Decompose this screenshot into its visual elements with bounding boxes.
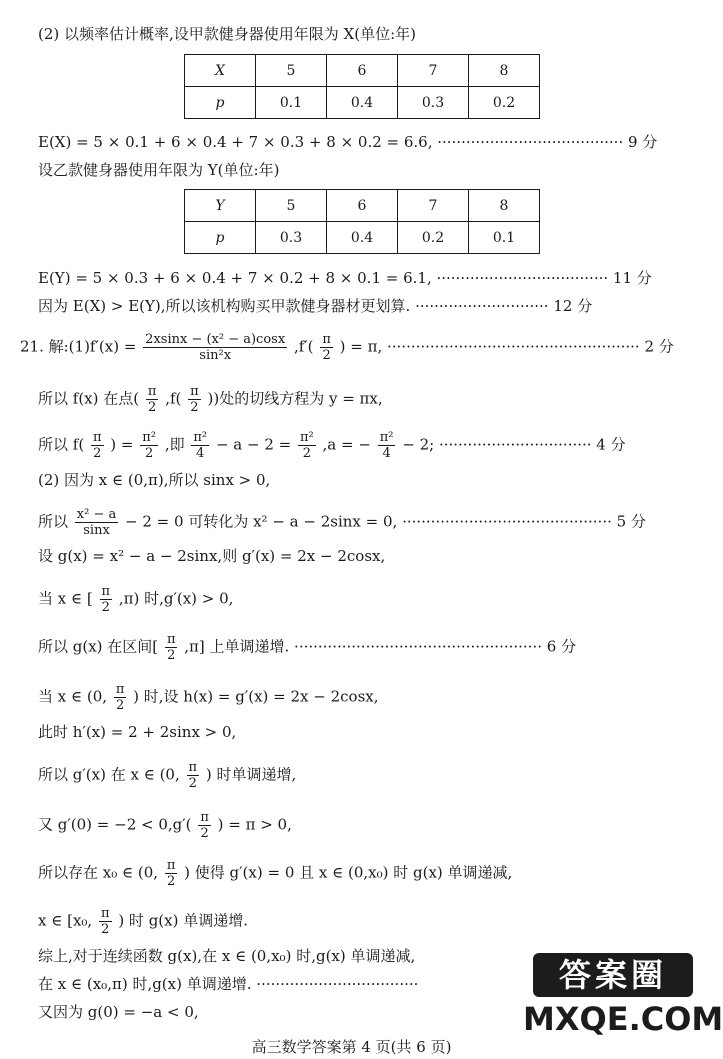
fraction-numerator: π	[166, 858, 176, 873]
line-tangent	[38, 384, 383, 415]
fraction-denominator: 2	[148, 400, 157, 415]
fraction-numerator: π²	[142, 430, 157, 445]
fraction-denominator: 4	[382, 446, 391, 461]
text-segment: ) 使得 g′(x) = 0 且 x ∈ (0,x₀) 时 g(x) 单调递减,	[184, 863, 513, 882]
watermark-url: MXQE.COM	[523, 1000, 723, 1038]
table-cell: 8	[469, 190, 540, 222]
text-segment: ,π] 上单调递增. ···················································· 6 分	[184, 637, 577, 656]
fraction-numerator: π	[101, 584, 111, 599]
table-cell: X	[185, 55, 256, 87]
line-define-h	[38, 682, 379, 713]
fraction	[143, 332, 287, 363]
table-cell: 0.2	[469, 87, 540, 119]
fraction-denominator: 2	[302, 446, 311, 461]
distribution-table-y	[184, 189, 540, 254]
line-g-prime-increasing	[38, 760, 296, 791]
fraction-denominator: sin²x	[199, 348, 232, 363]
line-x0-increasing	[38, 906, 248, 937]
table-cell: 0.3	[256, 222, 327, 254]
line-q21-derivative	[20, 332, 674, 363]
table-cell: p	[185, 87, 256, 119]
line-g-increasing	[38, 632, 576, 663]
fraction-numerator: π	[322, 332, 331, 347]
text-segment: 21. 解:(1)f′(x) =	[20, 337, 137, 356]
fraction-numerator: π	[92, 430, 102, 445]
text-segment: ) 时 g(x) 单调递增.	[118, 911, 249, 930]
watermark-title: 答案圈	[533, 953, 693, 997]
text-segment: − 2 = 0 可转化为 x² − a − 2sinx = 0, ············································ 5 分	[125, 512, 646, 531]
table-cell: p	[185, 222, 256, 254]
table-cell: 0.2	[398, 222, 469, 254]
fraction-numerator: 2xsinx − (x² − a)cosx	[145, 332, 286, 347]
line-define-g: 设 g(x) = x² − a − 2sinx,则 g′(x) = 2x − 2cosx,	[38, 547, 386, 565]
line-h-prime: 此时 h′(x) = 2 + 2sinx > 0,	[38, 723, 237, 741]
line-summary: 综上,对于连续函数 g(x),在 x ∈ (0,x₀) 时,g(x) 单调递减,	[38, 947, 416, 965]
text-segment: ) = π > 0,	[217, 815, 292, 834]
fraction-denominator: sinx	[83, 523, 110, 538]
text-segment: 所以存在 x₀ ∈ (0,	[38, 863, 159, 882]
fraction	[165, 858, 178, 889]
table-cell: 0.3	[398, 87, 469, 119]
text-segment: ) =	[110, 435, 134, 454]
text-segment: − 2; ································ 4 分	[402, 435, 626, 454]
fraction-numerator: π²	[193, 430, 208, 445]
text-segment: ,π) 时,g′(x) > 0,	[118, 589, 234, 608]
line-part2-intro: (2) 以频率估计概率,设甲款健身器使用年限为 X(单位:年)	[38, 25, 416, 43]
table-row	[185, 222, 540, 254]
fraction-denominator: 2	[200, 826, 209, 841]
table-cell: 8	[469, 55, 540, 87]
fraction-numerator: π	[115, 682, 125, 697]
text-segment: 所以	[38, 512, 69, 531]
text-segment: ))处的切线方程为 y = πx,	[207, 389, 383, 408]
text-segment: ) = π, ····················································· 2 分	[339, 337, 674, 356]
fraction-numerator: x² − a	[76, 507, 117, 522]
text-segment: ,即	[164, 435, 185, 454]
fraction-denominator: 2	[166, 874, 176, 889]
line-summary-cont: 在 x ∈ (x₀,π) 时,g(x) 单调递增. ··································	[38, 975, 419, 993]
line-g-zero: 又因为 g(0) = −a < 0,	[38, 1003, 199, 1021]
text-segment: 又 g′(0) = −2 < 0,g′(	[38, 815, 192, 834]
fraction-numerator: π	[190, 384, 199, 399]
fraction	[99, 906, 112, 937]
fraction-denominator: 2	[190, 400, 199, 415]
table-cell: 5	[256, 190, 327, 222]
table-cell: Y	[185, 190, 256, 222]
line-expectation-y: E(Y) = 5 × 0.3 + 6 × 0.4 + 7 × 0.2 + 8 × 0.1 = 6.1, ···································· 11 分	[38, 269, 652, 287]
text-segment: ) 时,设 h(x) = g′(x) = 2x − 2cosx,	[133, 687, 379, 706]
table-header-row	[185, 190, 540, 222]
line-g-prime-values	[38, 810, 292, 841]
table-cell: 0.4	[327, 222, 398, 254]
table-cell: 7	[398, 55, 469, 87]
text-segment: ,f(	[165, 389, 182, 408]
fraction-denominator: 4	[196, 446, 205, 461]
table-row	[185, 87, 540, 119]
text-segment: x ∈ [x₀,	[38, 911, 93, 930]
text-segment: 所以 f(x) 在点(	[38, 389, 140, 408]
distribution-table-x	[184, 54, 540, 119]
fraction-numerator: π	[200, 810, 209, 825]
fraction	[146, 384, 159, 415]
text-segment: 当 x ∈ (0,	[38, 687, 108, 706]
fraction-numerator: π²	[299, 430, 314, 445]
line-exists-x0	[38, 858, 512, 889]
fraction-denominator: 2	[115, 698, 125, 713]
fraction	[188, 384, 201, 415]
fraction-denominator: 2	[167, 648, 176, 663]
fraction	[191, 430, 209, 461]
text-segment: 所以 f(	[38, 435, 85, 454]
text-segment: 当 x ∈ [	[38, 589, 93, 608]
fraction-numerator: π	[100, 906, 110, 921]
watermark-logo	[523, 953, 723, 1041]
fraction-denominator: 2	[322, 348, 331, 363]
fraction	[100, 584, 113, 615]
fraction	[114, 682, 127, 713]
page-footer: 高三数学答案第 4 页(共 6 页)	[251, 1038, 452, 1056]
text-segment: ,a = −	[322, 435, 371, 454]
line-transform	[38, 507, 646, 538]
fraction	[378, 430, 396, 461]
fraction	[165, 632, 178, 663]
line-solve-a	[38, 430, 626, 461]
text-segment: 所以 g(x) 在区间[	[38, 637, 159, 656]
fraction	[187, 760, 200, 791]
fraction	[75, 507, 118, 538]
fraction-denominator: 2	[145, 446, 154, 461]
table-cell: 5	[256, 55, 327, 87]
text-segment: 所以 g′(x) 在 x ∈ (0,	[38, 765, 180, 784]
fraction	[91, 430, 104, 461]
fraction-denominator: 2	[101, 600, 110, 615]
fraction-numerator: π	[188, 760, 198, 775]
line-part2-domain: (2) 因为 x ∈ (0,π),所以 sinx > 0,	[38, 471, 271, 489]
table-cell: 6	[327, 55, 398, 87]
text-segment: ) 时单调递增,	[205, 765, 297, 784]
line-device-y-intro: 设乙款健身器使用年限为 Y(单位:年)	[38, 161, 280, 179]
fraction	[298, 430, 316, 461]
table-cell: 0.4	[327, 87, 398, 119]
table-cell: 7	[398, 190, 469, 222]
line-expectation-x: E(X) = 5 × 0.1 + 6 × 0.4 + 7 × 0.3 + 8 × 0.2 = 6.6, ······································· 9 分	[38, 133, 658, 151]
table-header-row	[185, 55, 540, 87]
table-cell: 0.1	[469, 222, 540, 254]
fraction-denominator: 2	[188, 776, 197, 791]
fraction	[320, 332, 333, 363]
fraction-denominator: 2	[101, 922, 110, 937]
line-conclusion: 因为 E(X) > E(Y),所以该机构购买甲款健身器材更划算. ···························· 12 分	[38, 297, 593, 315]
line-g-prime-positive	[38, 584, 233, 615]
text-segment: ,f′(	[293, 337, 314, 356]
fraction-numerator: π²	[379, 430, 394, 445]
fraction-numerator: π	[166, 632, 176, 647]
fraction	[198, 810, 211, 841]
table-cell: 6	[327, 190, 398, 222]
text-segment: − a − 2 =	[215, 435, 292, 454]
table-cell: 0.1	[256, 87, 327, 119]
fraction	[140, 430, 158, 461]
fraction-numerator: π	[147, 384, 157, 399]
fraction-denominator: 2	[93, 446, 102, 461]
